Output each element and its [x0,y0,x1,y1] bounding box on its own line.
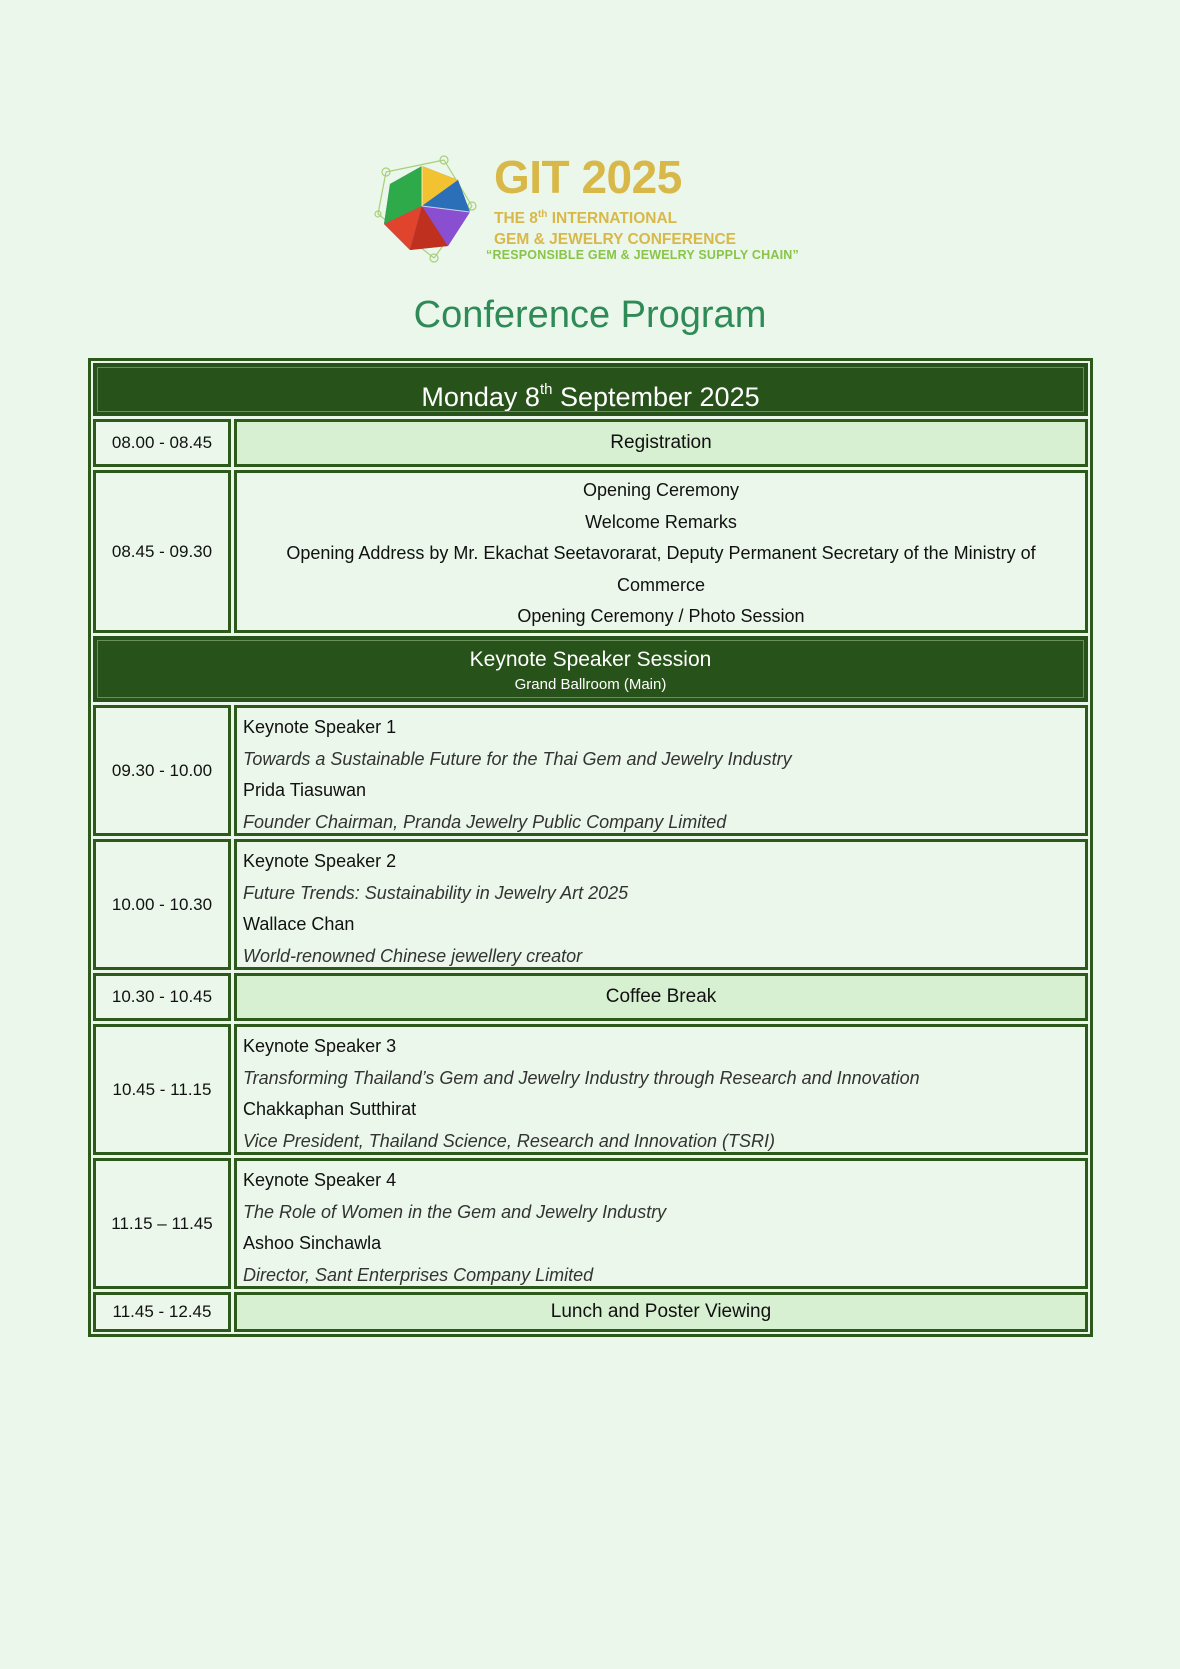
logo-title: GIT 2025 [494,151,682,203]
table-row [93,1292,1088,1332]
speaker-role: World-renowned Chinese jewellery creator [243,945,583,966]
speaker-cell [234,1024,1088,1155]
table-row [93,1158,1088,1289]
conference-logo [372,150,842,270]
time-cell: 10.30 - 10.45 [93,973,231,1021]
speaker-role: Vice President, Thailand Science, Research and Innovation (TSRI) [243,1130,775,1151]
table-row [93,470,1088,633]
session-venue: Grand Ballroom (Main) [514,676,667,693]
keynote-session-header [93,636,1088,702]
speaker-label: Keynote Speaker 1 [243,717,397,737]
time-cell: 09.30 - 10.00 [93,705,231,836]
time-cell: 10.45 - 11.15 [93,1024,231,1155]
session-title: Keynote Speaker Session [469,648,712,671]
session-cell: Registration [234,419,1088,467]
talk-topic: The Role of Women in the Gem and Jewelry Industry [243,1201,667,1222]
speaker-name: Ashoo Sinchawla [243,1233,382,1253]
talk-topic: Transforming Thailand’s Gem and Jewelry Industry through Research and Innovation [243,1067,920,1088]
talk-topic: Towards a Sustainable Future for the Thai Gem and Jewelry Industry [243,748,792,769]
table-row [93,1024,1088,1155]
opening-ceremony-cell [234,470,1088,633]
table-row [93,839,1088,970]
speaker-cell [234,1158,1088,1289]
session-line: Opening Ceremony [582,480,740,500]
time-cell: 10.00 - 10.30 [93,839,231,970]
speaker-name: Chakkaphan Sutthirat [243,1099,417,1119]
gem-logo-icon [372,154,484,264]
speaker-name: Prida Tiasuwan [243,780,367,800]
time-cell: 11.45 - 12.45 [93,1292,231,1332]
table-row [93,705,1088,836]
speaker-cell [234,705,1088,836]
table-row [93,419,1088,467]
logo-conference-name: GEM & JEWELRY CONFERENCE [494,231,736,248]
session-line: Opening Address by Mr. Ekachat Seetavorarat, Deputy Permanent Secretary of the Ministry of Commerce [286,543,1036,595]
day-header: Monday 8th September 2025 [93,363,1088,416]
session-cell: Lunch and Poster Viewing [234,1292,1088,1332]
speaker-label: Keynote Speaker 3 [243,1036,397,1056]
session-line: Welcome Remarks [585,511,737,532]
schedule-table [88,358,1093,1337]
speaker-role: Founder Chairman, Pranda Jewelry Public Company Limited [243,811,727,832]
speaker-role: Director, Sant Enterprises Company Limited [243,1264,594,1285]
keynote-session-header-row [93,636,1088,702]
time-cell: 11.15 – 11.45 [93,1158,231,1289]
table-row [93,973,1088,1021]
logo-tagline: “RESPONSIBLE GEM & JEWELRY SUPPLY CHAIN” [486,248,799,262]
time-cell: 08.00 - 08.45 [93,419,231,467]
page-title: Conference Program [413,294,767,336]
time-cell: 08.45 - 09.30 [93,470,231,633]
day-header-row [93,363,1088,416]
speaker-name: Wallace Chan [243,914,355,934]
session-line: Opening Ceremony / Photo Session [517,606,805,626]
speaker-label: Keynote Speaker 2 [243,851,397,871]
session-cell: Coffee Break [234,973,1088,1021]
speaker-label: Keynote Speaker 4 [243,1170,397,1190]
talk-topic: Future Trends: Sustainability in Jewelry Art 2025 [243,882,629,903]
logo-edition: THE 8th INTERNATIONAL [494,209,678,227]
speaker-cell [234,839,1088,970]
